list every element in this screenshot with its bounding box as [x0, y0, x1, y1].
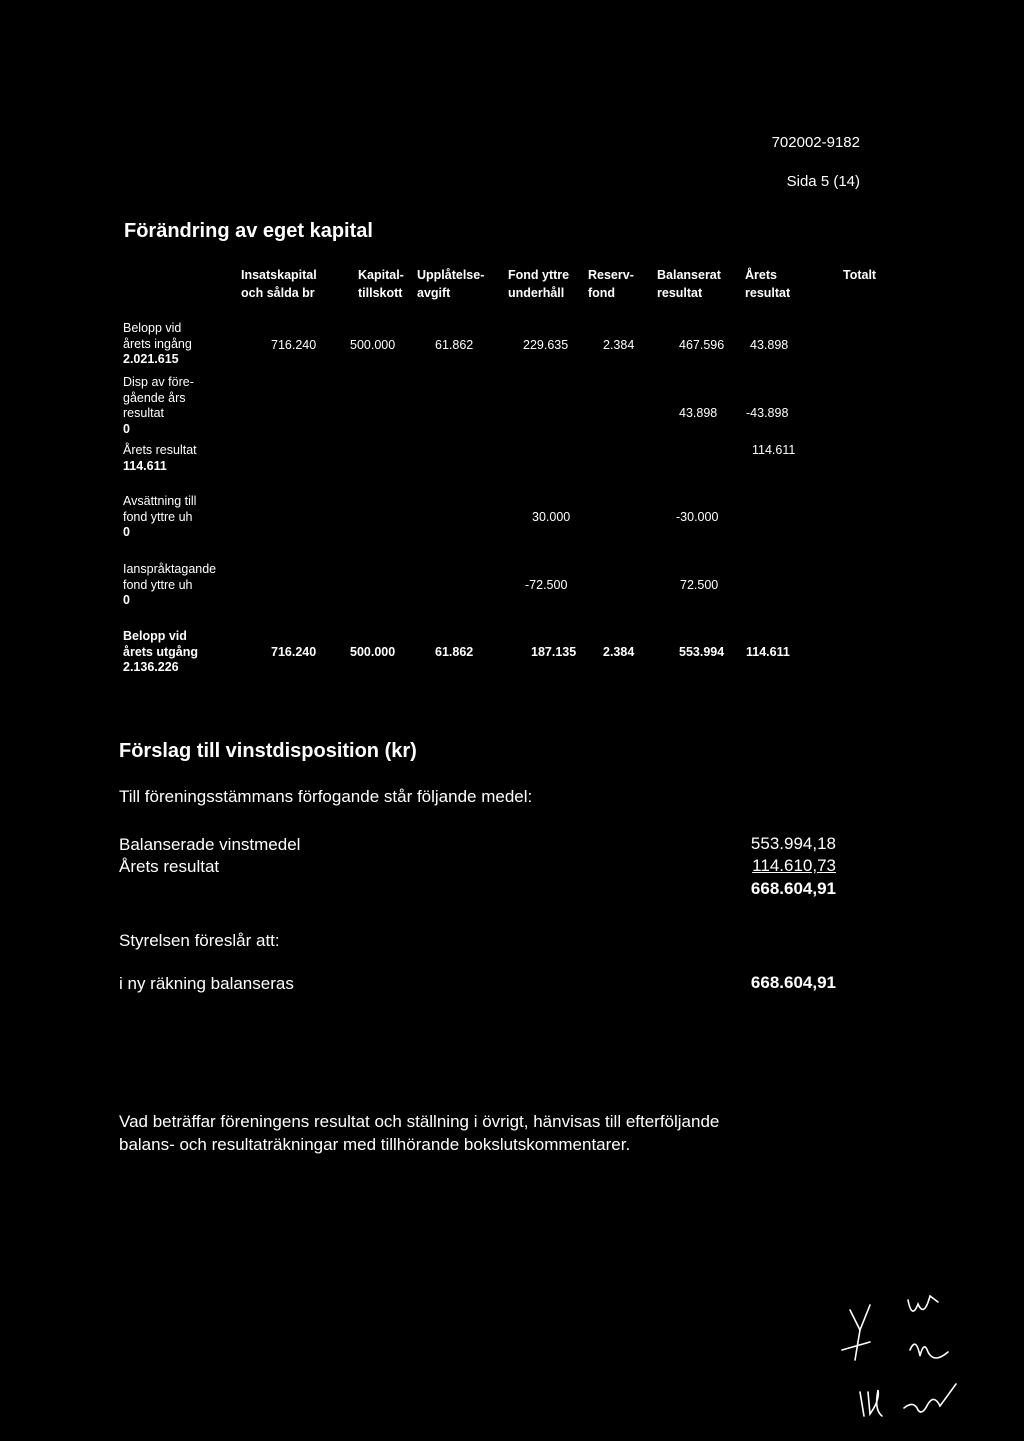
cell-disposition-arets: -43.898	[746, 406, 789, 420]
item-amount-arets-resultat: 114.610,73	[752, 856, 836, 875]
cell-opening-arets: 43.898	[750, 338, 789, 352]
row-total-year-result: 114.611	[123, 458, 167, 473]
proposal-title: Förslag till vinstdisposition (kr)	[119, 740, 417, 762]
col-header-kapitaltillskott: Kapital- tillskott	[358, 268, 404, 300]
board-proposes-label: Styrelsen föreslår att:	[119, 931, 280, 950]
row-label-utilization: Ianspråktagande fond yttre uh 0	[123, 562, 217, 607]
row-total-opening: 2.021.615	[123, 352, 179, 366]
row-label-year-result: Årets resultat 114.611	[123, 443, 197, 473]
col-header-balanserat-resultat: Balanserat resultat	[657, 268, 721, 300]
col-header-totalt: Totalt	[843, 268, 877, 282]
row-label-allocation: Avsättning till fond yttre uh 0	[123, 494, 197, 539]
col-header-reservfond: Reserv- fond	[588, 268, 634, 300]
signatures-icon	[830, 1280, 970, 1440]
cell-closing-kapitaltillskott: 500.000	[350, 645, 396, 659]
cell-opening-fond: 229.635	[523, 338, 569, 352]
cell-closing-balanserat: 553.994	[679, 645, 725, 659]
cell-allocation-fond: 30.000	[532, 510, 571, 524]
page-number: Sida 5 (14)	[786, 173, 860, 190]
item-amount-balanserade: 553.994,18	[750, 834, 836, 853]
cell-closing-upplatelseavgift: 61.862	[435, 645, 474, 659]
col-header-fond-yttre-underhall: Fond yttre underhåll	[508, 268, 570, 300]
cell-closing-insatskapital: 716.240	[271, 645, 317, 659]
cell-year-result-arets: 114.611	[752, 443, 796, 457]
item-label-arets-resultat: Årets resultat	[119, 857, 220, 876]
equity-title: Förändring av eget kapital	[124, 220, 373, 242]
row-label-opening: Belopp vid årets ingång 2.021.615	[123, 321, 192, 366]
cell-closing-fond: 187.135	[531, 645, 577, 659]
cell-opening-insatskapital: 716.240	[271, 338, 317, 352]
row-label-closing: Belopp vid årets utgång 2.136.226	[123, 629, 199, 674]
cell-opening-kapitaltillskott: 500.000	[350, 338, 396, 352]
cell-allocation-balanserat: -30.000	[676, 510, 719, 524]
cell-closing-arets: 114.611	[746, 645, 790, 659]
cell-closing-reservfond: 2.384	[603, 645, 635, 659]
row-label-disposition: Disp av före- gående års resultat 0	[123, 375, 194, 436]
col-header-arets-resultat: Årets resultat	[745, 268, 791, 300]
row-total-allocation: 0	[123, 525, 130, 539]
cell-opening-reservfond: 2.384	[603, 338, 635, 352]
org-number: 702002-9182	[771, 134, 860, 151]
proposal-sum: 668.604,91	[750, 879, 836, 898]
row-total-disposition: 0	[123, 421, 130, 436]
cell-opening-upplatelseavgift: 61.862	[435, 338, 474, 352]
row-total-closing: 2.136.226	[123, 660, 179, 674]
proposal-intro: Till föreningsstämmans förfogande står följande medel:	[119, 787, 533, 806]
cell-utilization-fond: -72.500	[525, 578, 568, 592]
disposition-label: i ny räkning balanseras	[119, 974, 294, 993]
cell-opening-balanserat: 467.596	[679, 338, 725, 352]
item-label-balanserade: Balanserade vinstmedel	[119, 835, 301, 854]
row-total-utilization: 0	[123, 593, 130, 607]
closing-line-2: balans- och resultaträkningar med tillhörande bokslutskommentarer.	[119, 1135, 631, 1154]
cell-disposition-balanserat: 43.898	[679, 406, 718, 420]
col-header-upplatelseavgift: Upplåtelse- avgift	[417, 268, 485, 300]
disposition-amount: 668.604,91	[750, 973, 836, 992]
col-header-insatskapital: Insatskapital och sålda br	[241, 268, 317, 300]
cell-utilization-balanserat: 72.500	[680, 578, 719, 592]
closing-line-1: Vad beträffar föreningens resultat och ställning i övrigt, hänvisas till efterföljande	[119, 1112, 720, 1131]
